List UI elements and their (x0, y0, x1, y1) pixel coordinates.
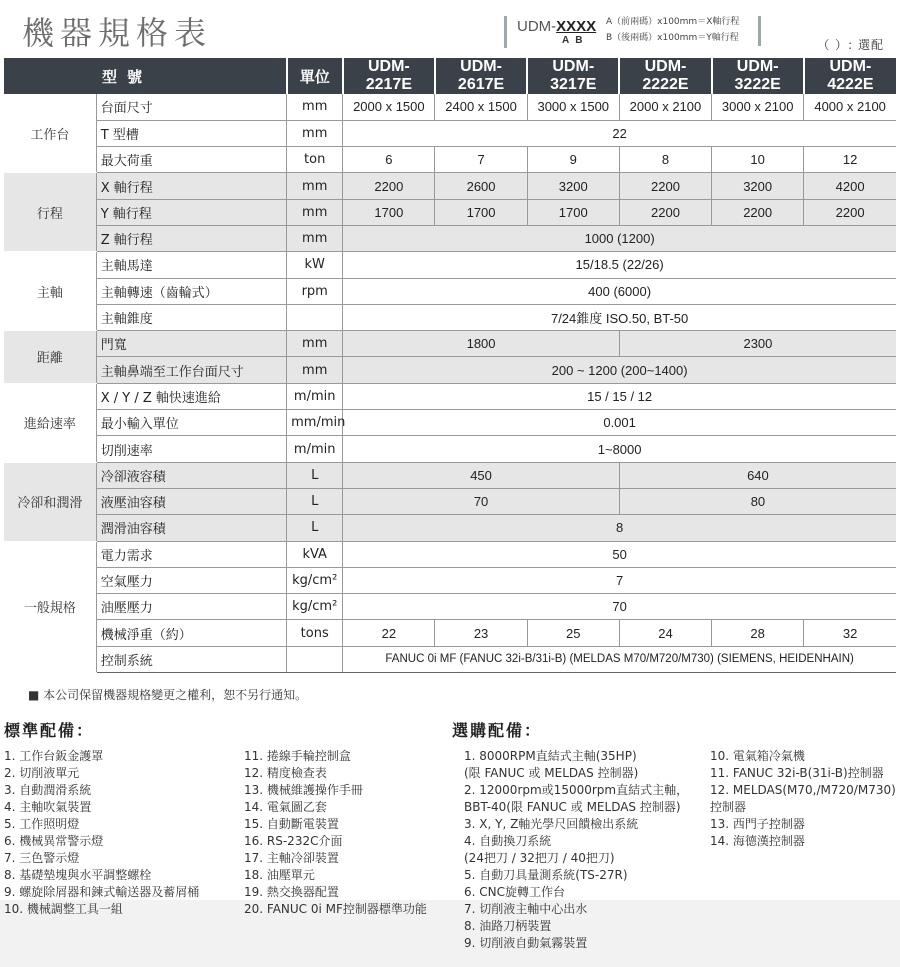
model-code (517, 18, 596, 35)
spec-value: 3000 x 2100 (712, 94, 804, 120)
spec-item: 門寬 (96, 331, 286, 357)
optional-title: 選購配備： (452, 721, 543, 740)
spec-value: 1700 (527, 199, 619, 225)
spec-value: 0.001 (343, 410, 896, 436)
spec-item: 電力需求 (96, 541, 286, 567)
spec-unit: kVA (287, 541, 343, 567)
spec-unit: m/min (287, 436, 343, 462)
spec-item: Y 軸行程 (96, 199, 286, 225)
spec-value: 2400 x 1500 (435, 94, 527, 120)
spec-item: 主軸馬達 (96, 252, 286, 278)
list-item: 1. 工作台鈑金護罩 (4, 749, 104, 763)
model-code-var: XXXX (556, 18, 597, 35)
list-item: 17. 主軸冷卻裝置 (244, 851, 339, 865)
spec-value: 3200 (712, 173, 804, 199)
legend-a: A（前兩碼）x100mm＝X軸行程 (606, 17, 740, 27)
spec-value: 2200 (712, 199, 804, 225)
spec-unit: mm (287, 120, 343, 146)
spec-value: FANUC 0i MF (FANUC 32i-B/31i-B) (MELDAS M70/M720/M730) (SIEMENS, HEIDENHAIN) (343, 646, 896, 672)
page-header (0, 0, 900, 58)
spec-unit: mm (287, 225, 343, 251)
spec-value: 2300 (619, 331, 896, 357)
spec-value: 23 (435, 620, 527, 646)
group-label: 行程 (4, 173, 96, 252)
spec-value: 24 (619, 620, 711, 646)
spec-unit: L (287, 488, 343, 514)
list-item: 4. 主軸吹氣裝置 (4, 800, 92, 814)
spec-value: 15/18.5 (22/26) (343, 252, 896, 278)
spec-value: 15 / 15 / 12 (343, 383, 896, 409)
spec-value: 2200 (619, 173, 711, 199)
list-item: 2. 切削液單元 (4, 766, 80, 780)
table-row (4, 488, 896, 514)
spec-value: 32 (804, 620, 896, 646)
spec-item: 台面尺寸 (96, 94, 286, 120)
list-item: 3. 自動潤滑系統 (4, 783, 92, 797)
table-row (4, 410, 896, 436)
spec-value: 22 (343, 120, 896, 146)
spec-unit: mm/min (287, 410, 343, 436)
spec-unit: tons (287, 620, 343, 646)
spec-unit: kg/cm² (287, 594, 343, 620)
spec-value: 12 (804, 147, 896, 173)
spec-value: 1700 (343, 199, 435, 225)
spec-item: 主軸鼻端至工作台面尺寸 (96, 357, 286, 383)
group-label: 工作台 (4, 94, 96, 173)
list-item: 6. CNC旋轉工作台 (464, 885, 565, 899)
spec-value: 640 (619, 462, 896, 488)
spec-value: 400 (6000) (343, 278, 896, 304)
spec-value: 8 (343, 515, 896, 541)
spec-item: 主軸轉速（齒輪式） (96, 278, 286, 304)
header-item: 型號 (4, 58, 287, 94)
spec-value: 2000 x 1500 (343, 94, 435, 120)
spec-value: 200 ~ 1200 (200~1400) (343, 357, 896, 383)
list-item: BBT-40(限 FANUC 或 MELDAS 控制器) (464, 800, 681, 814)
list-item: (24把刀 / 32把刀 / 40把刀) (464, 851, 615, 865)
table-row (4, 462, 896, 488)
spec-item: 切削速率 (96, 436, 286, 462)
list-item: 20. FANUC 0i MF控制器標準功能 (244, 902, 427, 916)
spec-value: 4200 (804, 173, 896, 199)
list-item: (限 FANUC 或 MELDAS 控制器) (464, 766, 639, 780)
header-model: UDM-3222E (712, 58, 804, 94)
spec-unit: L (287, 462, 343, 488)
spec-value: 7 (435, 147, 527, 173)
optional-note: （ ）: 選配 (817, 38, 884, 52)
spec-unit: ton (287, 147, 343, 173)
list-item: 13. 機械維護操作手冊 (244, 783, 363, 797)
spec-value: 6 (343, 147, 435, 173)
spec-value: 70 (343, 488, 620, 514)
header-unit: 單位 (287, 58, 343, 94)
spec-unit (287, 646, 343, 672)
list-item: 5. 自動刀具量測系統(TS-27R) (464, 868, 628, 882)
spec-item: 空氣壓力 (96, 567, 286, 593)
list-item: 12. 精度檢查表 (244, 766, 327, 780)
spec-unit: kg/cm² (287, 567, 343, 593)
header-model: UDM-2217E (343, 58, 435, 94)
table-row (4, 173, 896, 199)
page-title: 機器規格表 (22, 14, 213, 52)
table-row (4, 383, 896, 409)
spec-value: 450 (343, 462, 620, 488)
spec-value: 1800 (343, 331, 620, 357)
list-item: 9. 切削液自動氣霧裝置 (464, 936, 588, 950)
spec-value: 9 (527, 147, 619, 173)
spec-value: 70 (343, 594, 896, 620)
spec-value: 2600 (435, 173, 527, 199)
list-item: 7. 切削液主軸中心出水 (464, 902, 588, 916)
spec-value: 10 (712, 147, 804, 173)
spec-unit (287, 304, 343, 330)
list-item: 1. 8000RPM直結式主軸(35HP) (464, 749, 637, 763)
spec-value: 2200 (619, 199, 711, 225)
list-item: 12. MELDAS(M70,/M720/M730) (710, 783, 896, 797)
spec-unit: mm (287, 94, 343, 120)
model-legend (606, 14, 739, 46)
spec-unit: mm (287, 331, 343, 357)
spec-value: 3000 x 1500 (527, 94, 619, 120)
list-item: 4. 自動換刀系統 (464, 834, 552, 848)
optional-list-1 (464, 748, 688, 952)
spec-unit: m/min (287, 383, 343, 409)
spec-item: 液壓油容積 (96, 488, 286, 514)
legend-b: B（後兩碼）x100mm＝Y軸行程 (606, 33, 739, 43)
spec-item: Z 軸行程 (96, 225, 286, 251)
list-item: 14. 電氣圖乙套 (244, 800, 327, 814)
spec-value: 4000 x 2100 (804, 94, 896, 120)
spec-item: X / Y / Z 軸快速進給 (96, 383, 286, 409)
spec-value: 25 (527, 620, 619, 646)
list-item: 6. 機械異常警示燈 (4, 834, 104, 848)
optional-list-2 (710, 748, 896, 850)
standard-list-1 (4, 748, 199, 918)
group-label: 距離 (4, 331, 96, 384)
table-row (4, 436, 896, 462)
legend-divider (758, 16, 761, 46)
table-row (4, 567, 896, 593)
list-item: 11. FANUC 32i-B(31i-B)控制器 (710, 766, 884, 780)
spec-item: 主軸錐度 (96, 304, 286, 330)
group-label: 冷卻和潤滑 (4, 462, 96, 541)
spec-item: 最大荷重 (96, 147, 286, 173)
spec-item: 最小輸入單位 (96, 410, 286, 436)
list-item: 5. 工作照明燈 (4, 817, 80, 831)
spec-value: 50 (343, 541, 896, 567)
spec-item: 控制系統 (96, 646, 286, 672)
list-item: 2. 12000rpm或15000rpm直結式主軸， (464, 783, 689, 797)
spec-value: 1000 (1200) (343, 225, 896, 251)
table-row (4, 304, 896, 330)
table-row (4, 594, 896, 620)
list-item: 7. 三色警示燈 (4, 851, 80, 865)
list-item: 16. RS-232C介面 (244, 834, 343, 848)
table-row (4, 94, 896, 120)
list-item: 10. 電氣箱冷氣機 (710, 749, 805, 763)
notice: ■ 本公司保留機器規格變更之權利，恕不另行通知。 (28, 688, 308, 702)
spec-item: 潤滑油容積 (96, 515, 286, 541)
spec-unit: mm (287, 173, 343, 199)
spec-item: T 型槽 (96, 120, 286, 146)
spec-unit: mm (287, 199, 343, 225)
list-item: 18. 油壓單元 (244, 868, 315, 882)
table-row (4, 620, 896, 646)
standard-title: 標準配備： (4, 721, 95, 740)
header-model: UDM-4222E (804, 58, 896, 94)
spec-unit: kW (287, 252, 343, 278)
model-code-prefix: UDM- (517, 18, 557, 35)
spec-value: 2000 x 2100 (619, 94, 711, 120)
spec-value: 7/24錐度 ISO.50, BT-50 (343, 304, 896, 330)
table-row (4, 331, 896, 357)
list-item: 9. 螺旋除屑器和鍊式輸送器及蓄屑桶 (4, 885, 200, 899)
group-label: 進給速率 (4, 383, 96, 462)
group-label: 一般規格 (4, 541, 96, 672)
group-label: 主軸 (4, 252, 96, 331)
spec-value: 80 (619, 488, 896, 514)
spec-unit: L (287, 515, 343, 541)
spec-table (4, 58, 896, 673)
header-model: UDM-2617E (435, 58, 527, 94)
table-row (4, 199, 896, 225)
spec-value: 7 (343, 567, 896, 593)
model-code-box (504, 16, 596, 48)
spec-value: 8 (619, 147, 711, 173)
list-item: 11. 捲線手輪控制盒 (244, 749, 351, 763)
spec-value: 28 (712, 620, 804, 646)
table-header-row (4, 58, 896, 94)
table-row (4, 541, 896, 567)
list-item: 8. 基礎墊塊與水平調整螺栓 (4, 868, 152, 882)
spec-value: 2200 (343, 173, 435, 199)
spec-value: 1700 (435, 199, 527, 225)
list-item: 13. 西門子控制器 (710, 817, 805, 831)
table-row (4, 278, 896, 304)
standard-list-2 (244, 748, 427, 918)
table-row (4, 147, 896, 173)
list-item: 控制器 (710, 800, 747, 814)
list-item: 3. X, Y, Z軸光學尺回饋檢出系統 (464, 817, 639, 831)
table-row (4, 252, 896, 278)
spec-unit: mm (287, 357, 343, 383)
table-row (4, 357, 896, 383)
spec-value: 22 (343, 620, 435, 646)
spec-unit: rpm (287, 278, 343, 304)
spec-value: 1~8000 (343, 436, 896, 462)
header-model: UDM-2222E (619, 58, 711, 94)
list-item: 14. 海德漢控制器 (710, 834, 805, 848)
model-code-sub: AB (562, 35, 589, 46)
spec-body (4, 94, 896, 673)
table-row (4, 515, 896, 541)
list-item: 15. 自動斷電裝置 (244, 817, 339, 831)
spec-value: 3200 (527, 173, 619, 199)
spec-item: 機械淨重（約） (96, 620, 286, 646)
table-row (4, 120, 896, 146)
table-row (4, 646, 896, 672)
header-model: UDM-3217E (527, 58, 619, 94)
table-row (4, 225, 896, 251)
spec-item: X 軸行程 (96, 173, 286, 199)
spec-item: 冷卻液容積 (96, 462, 286, 488)
spec-value: 2200 (804, 199, 896, 225)
list-item: 8. 油路刀柄裝置 (464, 919, 552, 933)
list-item: 10. 機械調整工具一組 (4, 902, 123, 916)
list-item: 19. 熱交換器配置 (244, 885, 339, 899)
spec-item: 油壓壓力 (96, 594, 286, 620)
